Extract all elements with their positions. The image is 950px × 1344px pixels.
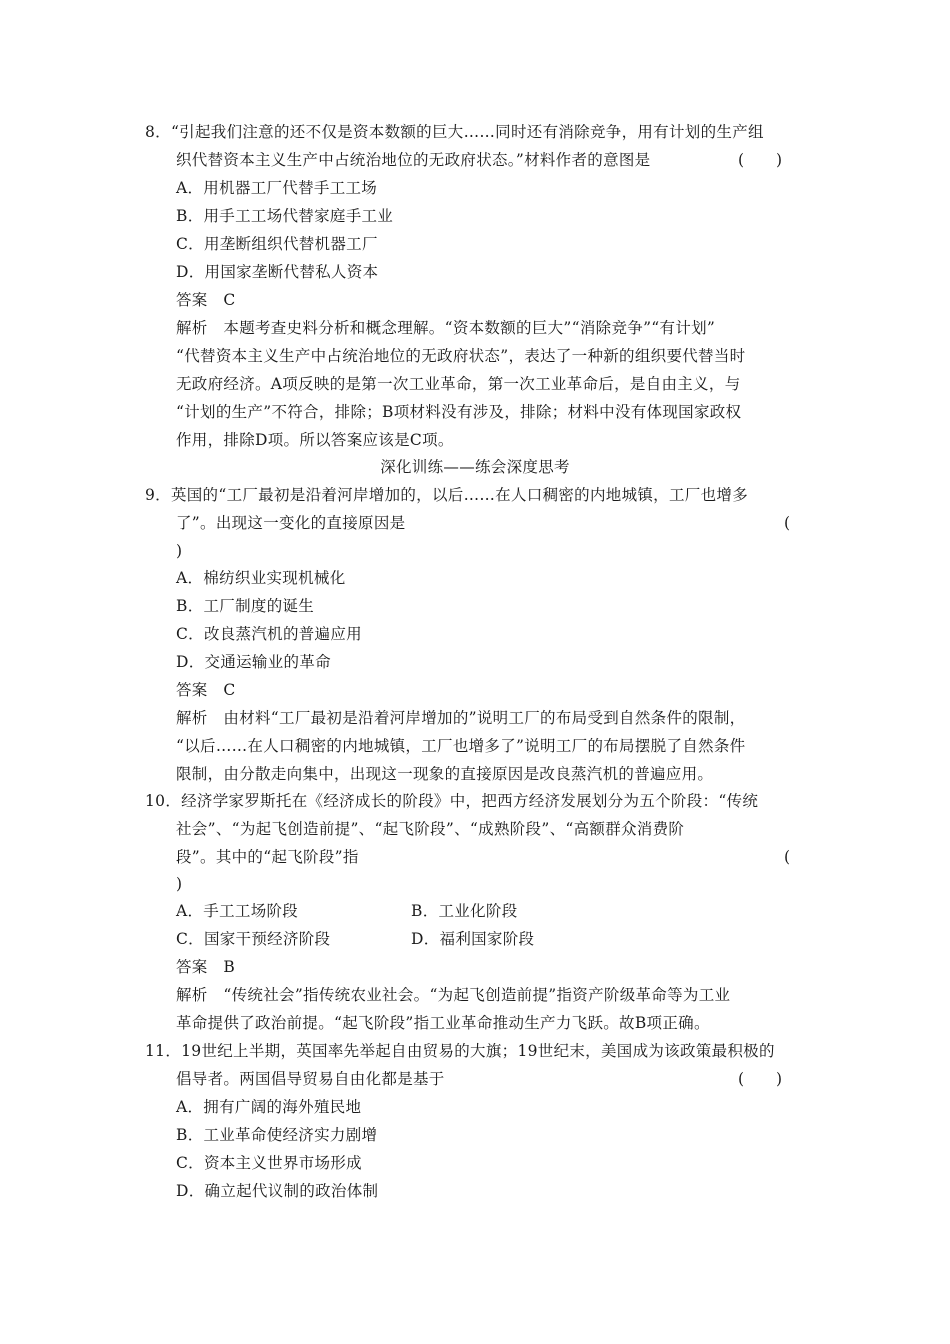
question-10-analysis-line1: 解析 “传统社会”指传统农业社会。“为起飞创造前提”指资产阶级革命等为工业 — [176, 986, 731, 1004]
question-10-option-c: C．国家干预经济阶段 — [176, 930, 331, 948]
question-10-analysis-line2: 革命提供了政治前提。“起飞阶段”指工业革命推动生产力飞跃。故B项正确。 — [176, 1014, 710, 1032]
question-9-paren-close: ) — [176, 542, 183, 560]
question-8-answer-blank: ( ) — [738, 151, 783, 169]
question-9-paren-open: ( — [784, 514, 791, 532]
question-8-answer: 答案 C — [176, 291, 236, 309]
question-11-option-a: A．拥有广阔的海外殖民地 — [176, 1098, 362, 1116]
question-8-option-b: B．用手工工场代替家庭手工业 — [176, 207, 394, 225]
question-10-option-b: B．工业化阶段 — [411, 902, 518, 920]
question-8-option-a: A．用机器工厂代替手工工场 — [176, 179, 378, 197]
question-8-analysis-line2: “代替资本主义生产中占统治地位的无政府状态”，表达了一种新的组织要代替当时 — [176, 347, 746, 365]
question-8-stem-line1: 8．“引起我们注意的还不仅是资本数额的巨大……同时还有消除竞争，用有计划的生产组 — [145, 123, 764, 141]
question-9-answer: 答案 C — [176, 681, 236, 699]
question-11-option-d: D．确立起代议制的政治体制 — [176, 1182, 379, 1200]
question-8-stem-line2: 织代替资本主义生产中占统治地位的无政府状态。”材料作者的意图是 — [176, 151, 651, 169]
question-9-option-d: D．交通运输业的革命 — [176, 653, 331, 671]
question-11-answer-blank: ( ) — [738, 1070, 783, 1088]
question-8-analysis-line1: 解析 本题考查史料分析和概念理解。“资本数额的巨大”“消除竞争”“有计划” — [176, 319, 716, 337]
question-10-paren-open: ( — [784, 848, 791, 866]
question-10-stem-line2: 社会”、“为起飞创造前提”、“起飞阶段”、“成熟阶段”、“高额群众消费阶 — [176, 820, 685, 838]
question-8-analysis-line3: 无政府经济。A项反映的是第一次工业革命，第一次工业革命后，是自由主义，与 — [176, 375, 741, 393]
question-9-analysis-line3: 限制，由分散走向集中，出现这一现象的直接原因是改良蒸汽机的普遍应用。 — [176, 765, 714, 783]
question-9-analysis-line2: “以后……在人口稠密的内地城镇，工厂也增多了”说明工厂的布局摆脱了自然条件 — [176, 737, 746, 755]
question-10-paren-close: ) — [176, 875, 183, 893]
question-8-analysis-line5: 作用，排除D项。所以答案应该是C项。 — [176, 431, 454, 449]
question-9-option-b: B．工厂制度的诞生 — [176, 597, 315, 615]
question-9-option-c: C．改良蒸汽机的普遍应用 — [176, 625, 362, 643]
question-8-option-c: C．用垄断组织代替机器工厂 — [176, 235, 378, 253]
question-11-option-c: C．资本主义世界市场形成 — [176, 1154, 362, 1172]
question-11-stem-line2: 倡导者。两国倡导贸易自由化都是基于 — [176, 1070, 445, 1088]
question-10-stem-line3: 段”。其中的“起飞阶段”指 — [176, 848, 359, 866]
question-11-option-b: B．工业革命使经济实力剧增 — [176, 1126, 378, 1144]
question-8-option-d: D．用国家垄断代替私人资本 — [176, 263, 379, 281]
question-9-stem-line2: 了”。出现这一变化的直接原因是 — [176, 514, 406, 532]
question-10-answer: 答案 B — [176, 958, 236, 976]
question-11-stem-line1: 11．19世纪上半期，英国率先举起自由贸易的大旗；19世纪末，美国成为该政策最积极的 — [145, 1042, 775, 1060]
question-10-stem-line1: 10．经济学家罗斯托在《经济成长的阶段》中，把西方经济发展划分为五个阶段：“传统 — [145, 792, 759, 810]
question-10-option-a: A．手工工场阶段 — [176, 902, 299, 920]
section-title: 深化训练——练会深度思考 — [380, 458, 570, 476]
question-9-analysis-line1: 解析 由材料“工厂最初是沿着河岸增加的”说明工厂的布局受到自然条件的限制， — [176, 709, 746, 727]
question-9-option-a: A．棉纺织业实现机械化 — [176, 569, 346, 587]
question-10-option-d: D．福利国家阶段 — [411, 930, 535, 948]
question-9-stem-line1: 9．英国的“工厂最初是沿着河岸增加的，以后……在人口稠密的内地城镇，工厂也增多 — [145, 486, 748, 504]
question-8-analysis-line4: “计划的生产”不符合，排除；B项材料没有涉及，排除；材料中没有体现国家政权 — [176, 403, 742, 421]
